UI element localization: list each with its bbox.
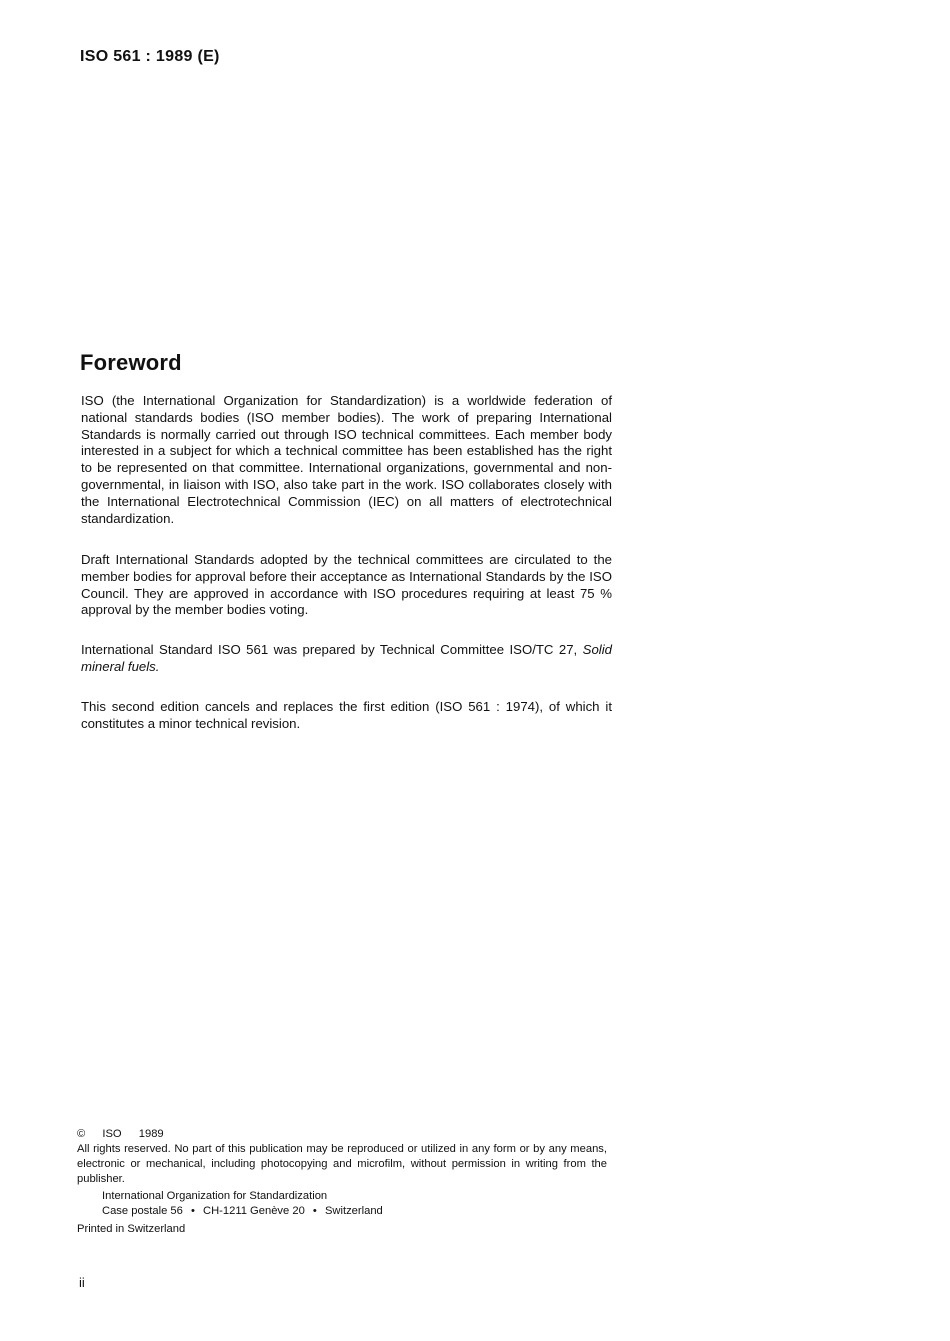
bullet-separator: • <box>190 1205 195 1217</box>
page-number: ii <box>79 1275 85 1290</box>
foreword-paragraph-2: Draft International Standards adopted by the technical committees are circulated to the member bodies for approval before their acceptance as International Standards by the ISO Council. They are approved in accordance with ISO procedures requiring at least 75 % approval by the member bodies voting. <box>81 552 612 618</box>
rights-statement: All rights reserved. No part of this publication may be reproduced or utilized in any form or by any means, electronic or mechanical, including photocopying and microfilm, without permission in writing from the publisher. <box>77 1143 607 1185</box>
bullet-separator: • <box>312 1205 317 1217</box>
foreword-paragraph-3 <box>81 642 612 676</box>
printed-location: Printed in Switzerland <box>77 1223 186 1235</box>
document-header: ISO 561 : 1989 (E) <box>80 48 220 65</box>
address-country: Switzerland <box>324 1205 383 1217</box>
address-city: CH-1211 Genève 20 <box>203 1205 305 1217</box>
copyright-block <box>77 1127 607 1237</box>
paragraph-3-main-text: International Standard ISO 561 was prepared by Technical Committee ISO/TC 27, <box>81 642 578 657</box>
committee-name: Solid mineral fuels. <box>81 642 612 674</box>
copyright-year: 1989 <box>138 1128 164 1140</box>
organization-name: International Organization for Standardization <box>102 1190 328 1202</box>
address-postbox: Case postale 56 <box>102 1205 183 1217</box>
foreword-paragraph-1: ISO (the International Organization for Standardization) is a worldwide federation of national standards bodies (ISO member bodies). The work of preparing International Standards is normally carried out through ISO technical committees. Each member body interested in a subject for which a technical committee has been established has the right to be represented on that committee. International organizations, governmental and non-governmental, in liaison with ISO, also take part in the work. ISO collaborates closely with the International Electrotechnical Commission (IEC) on all matters of electrotechnical standardization. <box>81 393 612 526</box>
foreword-paragraph-4: This second edition cancels and replaces the first edition (ISO 561 : 1974), of which it constitutes a minor technical revision. <box>81 699 612 731</box>
organization-address <box>77 1204 607 1219</box>
copyright-symbol: © <box>77 1128 86 1140</box>
copyright-line <box>77 1127 607 1142</box>
foreword-title: Foreword <box>80 350 182 375</box>
copyright-owner: ISO <box>102 1128 122 1140</box>
